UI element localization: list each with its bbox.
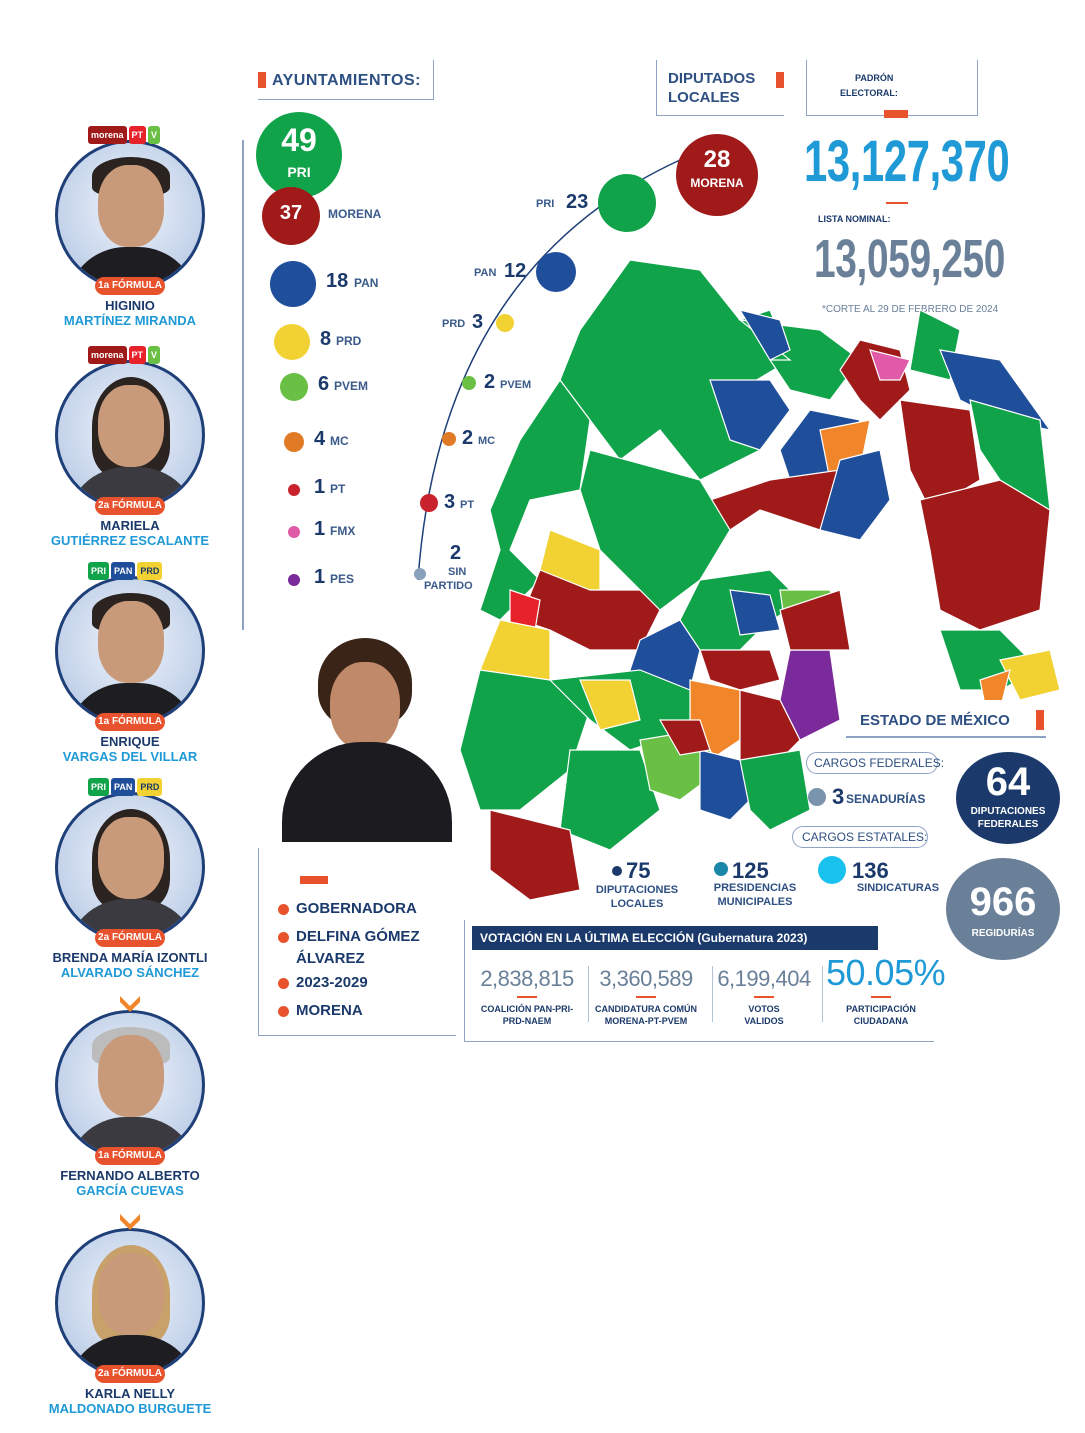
candidate-first-name: ENRIQUE (100, 734, 160, 749)
party-dot (280, 373, 308, 401)
dip-party: SIN (448, 566, 467, 578)
padron-note: *CORTE AL 29 DE FEBRERO DE 2024 (822, 304, 999, 315)
dip-bubble (420, 494, 438, 512)
bullet-icon (278, 932, 289, 943)
ayuntamiento-num: 18 (326, 270, 349, 292)
party-dot (284, 432, 304, 452)
votacion-accent (636, 996, 656, 998)
party-logos (88, 776, 162, 798)
dip-num: 28 (703, 146, 731, 173)
candidate-photo (55, 792, 205, 942)
morena-logo-icon: morena (88, 346, 127, 364)
candidate-last-name: ALVARADO SÁNCHEZ (60, 965, 200, 980)
party-logos (88, 560, 162, 582)
padron-divider (886, 202, 908, 204)
padron-label-2: ELECTORAL: (840, 88, 898, 98)
ayuntamiento-num: 1 (314, 476, 326, 498)
party-dot (288, 484, 300, 496)
candidate-last-name: VARGAS DEL VILLAR (62, 749, 198, 764)
bullet-icon (278, 978, 289, 989)
governor-line: ÁLVAREZ (296, 950, 365, 967)
formula-badge: 2a FÓRMULA (95, 929, 165, 947)
ayuntamiento-num: 1 (314, 518, 326, 540)
formula-badge: 2a FÓRMULA (95, 497, 165, 515)
pt-logo-icon: PT (129, 346, 147, 364)
diputaciones-locales-num: 75 (626, 858, 651, 883)
dip-party: PAN (474, 267, 497, 279)
votacion-value: 2,838,815 (480, 966, 574, 991)
dip-num: 2 (450, 542, 462, 564)
formula-badge: 1a FÓRMULA (95, 713, 165, 731)
padron-label-1: PADRÓN (855, 73, 894, 83)
party-dot (288, 526, 300, 538)
votacion-value: 6,199,404 (717, 966, 811, 991)
ayuntamiento-party: PT (330, 482, 346, 496)
presidencias-label-2: MUNICIPALES (717, 896, 793, 908)
pri-logo-icon: PRI (88, 778, 109, 796)
party-dot (270, 261, 316, 307)
candidate-card (30, 1218, 240, 1433)
votacion-label-1: VOTOS (748, 1004, 780, 1014)
pri-logo-icon: PRI (88, 562, 109, 580)
pan-logo-icon: PAN (111, 778, 135, 796)
party-logos (88, 344, 160, 366)
bullet-icon (278, 1006, 289, 1017)
candidate-photo (55, 576, 205, 726)
dip-party: PRI (536, 198, 555, 210)
governor-portrait (282, 632, 452, 842)
senadurias-label: SENADURÍAS (846, 792, 926, 806)
ayuntamiento-party: PRD (336, 334, 362, 348)
dip-bubble (414, 568, 426, 580)
candidate-first-name: HIGINIO (105, 298, 155, 313)
map-title: ESTADO DE MÉXICO (860, 712, 1010, 729)
lista-value: 13,059,250 (814, 229, 1005, 289)
prd-logo-icon: PRD (137, 778, 162, 796)
sindicaturas-dot (818, 856, 846, 884)
ayuntamiento-party: PES (330, 572, 355, 586)
dip-num: 3 (472, 311, 484, 333)
governor-line: 2023-2029 (296, 974, 368, 991)
party-logos (88, 124, 160, 146)
candidate-last-name: MARTÍNEZ MIRANDA (63, 313, 197, 328)
padron-accent (884, 110, 908, 118)
diputaciones-federales-num: 64 (985, 760, 1031, 804)
ayuntamiento-num: 8 (320, 328, 332, 350)
diputaciones-locales-label-2: LOCALES (610, 898, 664, 910)
votacion-label-1: CANDIDATURA COMÚN (595, 1004, 697, 1014)
diputaciones-federales-label-2: FEDERALES (977, 819, 1039, 830)
governor-line: DELFINA GÓMEZ (296, 928, 420, 945)
morena-logo-icon: morena (88, 126, 127, 144)
votacion-title: VOTACIÓN EN LA ÚLTIMA ELECCIÓN (Gubernatura 2023) (480, 931, 808, 945)
sindicaturas-label: SINDICATURAS (856, 882, 940, 894)
bullet-icon (278, 904, 289, 915)
dip-party: PVEM (500, 379, 532, 391)
diputaciones-federales-label-1: DIPUTACIONES (970, 806, 1046, 817)
party-dot (274, 324, 310, 360)
candidate-face (98, 385, 164, 467)
votacion-accent (871, 996, 891, 998)
movimiento-ciudadano-logo-icon (118, 994, 142, 1014)
regidurias-num: 966 (969, 880, 1037, 924)
candidate-card (30, 566, 240, 781)
votacion-accent (754, 996, 774, 998)
candidate-photo (55, 140, 205, 290)
diputados-title-2: LOCALES (668, 89, 740, 106)
votacion-label-2: MORENA-PT-PVEM (604, 1016, 688, 1026)
votacion-label-2: PRD-NAEM (502, 1016, 552, 1026)
formula-badge: 1a FÓRMULA (95, 277, 165, 295)
votacion-label-1: PARTICIPACIÓN (846, 1004, 916, 1014)
dip-party: MORENA (690, 176, 744, 190)
padron-value: 13,127,370 (804, 129, 1010, 194)
ayuntamiento-party: FMX (330, 524, 356, 538)
candidate-card (30, 1000, 240, 1215)
cargos-estatales-label: CARGOS ESTATALES: (802, 830, 928, 844)
prd-logo-icon: PRD (137, 562, 162, 580)
candidate-card (30, 350, 240, 565)
presidencias-label-1: PRESIDENCIAS (713, 882, 797, 894)
ayuntamiento-party: PVEM (334, 379, 369, 393)
votacion-label-2: CIUDADANA (853, 1016, 909, 1026)
candidate-card (30, 130, 240, 345)
ayuntamiento-num: 49 (281, 122, 317, 158)
ayuntamiento-num: 4 (314, 428, 326, 450)
candidate-last-name: GARCÍA CUEVAS (76, 1183, 184, 1198)
candidate-photo (55, 1010, 205, 1160)
votacion-value: 3,360,589 (599, 966, 693, 991)
ayuntamiento-num: 37 (279, 202, 303, 224)
governor-line: GOBERNADORA (296, 900, 417, 917)
votacion-accent (517, 996, 537, 998)
lista-label: LISTA NOMINAL: (818, 214, 891, 224)
dip-num: 2 (462, 427, 474, 449)
map-title-accent (1036, 710, 1044, 730)
senadurias-dot (808, 788, 826, 806)
dip-num: 2 (484, 371, 496, 393)
candidate-last-name: MALDONADO BURGUETE (48, 1401, 212, 1416)
pt-logo-icon: PT (129, 126, 147, 144)
formula-badge: 2a FÓRMULA (95, 1365, 165, 1383)
candidate-face (98, 1253, 164, 1335)
formula-badge: 1a FÓRMULA (95, 1147, 165, 1165)
ayuntamiento-num: 1 (314, 566, 326, 588)
presidencias-num: 125 (732, 858, 769, 883)
candidate-last-name: GUTIÉRREZ ESCALANTE (50, 533, 210, 548)
candidate-first-name: BRENDA MARÍA IZONTLI (52, 950, 208, 965)
verde-logo-icon: V (148, 346, 160, 364)
governor-accent (300, 876, 328, 884)
dip-num: 3 (444, 491, 456, 513)
votacion-value: 50.05% (826, 952, 946, 993)
votacion-label-2: VALIDOS (744, 1016, 784, 1026)
diputaciones-locales-label-1: DIPUTACIONES (595, 884, 679, 896)
candidate-card (30, 782, 240, 997)
header-accent (776, 72, 784, 88)
senadurias-num: 3 (832, 784, 845, 809)
regidurias-label: REGIDURÍAS (971, 928, 1035, 939)
governor-line: MORENA (296, 1002, 363, 1019)
candidate-first-name: FERNANDO ALBERTO (60, 1168, 200, 1183)
candidate-face (98, 601, 164, 683)
candidate-face (98, 817, 164, 899)
ayuntamiento-party: PRI (287, 164, 311, 180)
candidate-photo (55, 1228, 205, 1378)
ayuntamiento-num: 6 (318, 373, 330, 395)
dip-num: 23 (566, 191, 589, 213)
cargos-federales-label: CARGOS FEDERALES: (814, 756, 945, 770)
governor-jacket (282, 742, 452, 842)
dip-party: PRD (442, 318, 466, 330)
diputados-header-box (656, 60, 784, 116)
header-accent (258, 72, 266, 88)
ayuntamientos-rule (242, 140, 244, 630)
pan-logo-icon: PAN (111, 562, 135, 580)
diputaciones-locales-dot (612, 866, 622, 876)
candidate-photo (55, 360, 205, 510)
diputados-title-1: DIPUTADOS (668, 70, 756, 87)
party-dot (288, 574, 300, 586)
sindicaturas-num: 136 (852, 858, 889, 883)
candidate-first-name: MARIELA (100, 518, 160, 533)
dip-party: MC (478, 435, 496, 447)
presidencias-dot (714, 862, 728, 876)
dip-party: PT (460, 499, 475, 511)
dip-party: PARTIDO (424, 580, 473, 592)
verde-logo-icon: V (148, 126, 160, 144)
candidate-face (98, 1035, 164, 1117)
dip-num: 12 (504, 260, 527, 282)
ayuntamiento-party: MORENA (328, 207, 382, 221)
ayuntamientos-title: AYUNTAMIENTOS: (272, 72, 421, 89)
dip-bubble (598, 174, 656, 232)
votacion-label-1: COALICIÓN PAN-PRI- (480, 1004, 574, 1014)
movimiento-ciudadano-logo-icon (118, 1212, 142, 1232)
map-title-rule (846, 736, 1046, 738)
candidate-first-name: KARLA NELLY (84, 1386, 176, 1401)
governor-face (330, 662, 400, 750)
candidate-face (98, 165, 164, 247)
ayuntamiento-party: PAN (354, 276, 379, 290)
ayuntamiento-party: MC (330, 434, 349, 448)
